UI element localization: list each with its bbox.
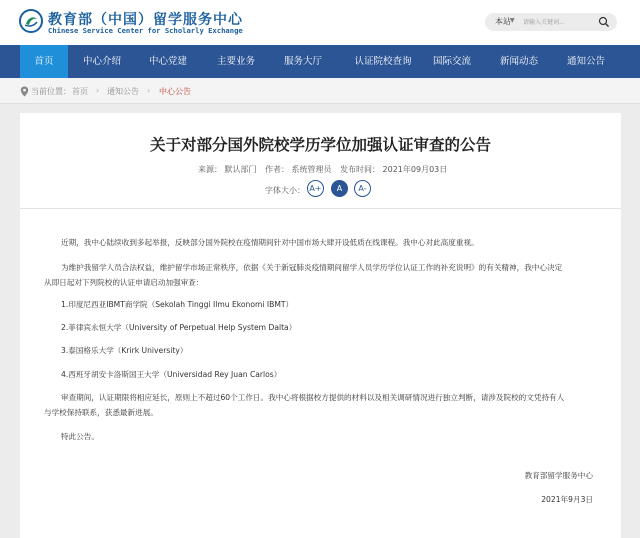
breadcrumb-current[interactable]: 中心公告 [159,87,191,96]
nav-item-news[interactable]: 新闻动态 [499,56,538,67]
font-default-button[interactable]: A [331,180,348,197]
breadcrumb-separator: › [96,86,100,95]
article-sign-date: 2021年9月3日 [541,495,593,504]
article-source: 来源： 默认部门 [198,165,257,174]
article-paragraph: 审查期间，认证期限将相应延长，原则上不超过60个工作日。我中心将根据校方提供的材料以及相关调研情况进行独立判断，请涉及院校的文凭持有人 [61,393,565,402]
article-paragraph: 与学校保持联系，获悉最新进展。 [44,408,158,417]
article-publish-date: 发布时间： 2021年09月03日 [340,165,448,174]
font-size-label: 字体大小： [265,186,305,195]
nav-item-international[interactable]: 国际交流 [432,56,471,67]
location-pin-icon [20,86,29,97]
school-list-item: 1.印度尼西亚IBMT商学院（Sekolah Tinggi Ilmu Ekonomi IBMT） [61,300,294,309]
nav-item-service-hall[interactable]: 服务大厅 [283,56,322,67]
breadcrumb-notices-link[interactable]: 通知公告 [107,87,139,96]
logo-chinese-name[interactable]: 教育部（中国）留学服务中心 [48,12,243,28]
font-decrease-button[interactable]: A- [354,180,371,197]
nav-item-notices[interactable]: 通知公告 [566,56,605,67]
search-box [485,13,617,31]
main-nav [0,45,640,78]
article-paragraph: 从即日起对下列院校的认证申请启动加强审查： [44,278,204,287]
nav-item-party[interactable]: 中心党建 [148,56,187,67]
search-input[interactable] [523,15,593,29]
nav-item-business[interactable]: 主要业务 [216,56,255,67]
breadcrumb-prefix: 当前位置： [31,87,71,96]
school-list-item: 2.菲律宾永恒大学（University of Perpetual Help System Dalta） [61,323,297,332]
article-paragraph: 近期，我中心陆续收到多起举报，反映部分国外院校在疫情期间针对中国市场大肆开设低质在线课程。我中心对此高度重视。 [61,238,479,247]
nav-item-about[interactable]: 中心介绍 [82,56,121,67]
school-list-item: 4.西班牙胡安卡洛斯国王大学（Universidad Rey Juan Carlos） [61,370,282,379]
page-title: 关于对部分国外院校学历学位加强认证审查的公告 [149,136,491,154]
search-icon[interactable] [598,16,610,28]
site-header [0,0,640,45]
article-paragraph: 为维护我留学人员合法权益，维护留学市场正常秩序，依据《关于新冠肺炎疫情期间留学人员学历学位认证工作的补充说明》的有关精神，我中心决定 [61,263,563,272]
chevron-down-icon[interactable]: ▼ [510,17,515,24]
article-panel [20,113,621,538]
school-list-item: 3.泰国格乐大学（Krirk University） [61,346,188,355]
article-paragraph: 特此公告。 [61,432,99,441]
font-increase-button[interactable]: A+ [307,180,324,197]
logo-english-name[interactable]: Chinese Service Center for Scholarly Exchange [48,26,243,35]
breadcrumb-home-link[interactable]: 首页 [72,87,88,96]
nav-item-home[interactable]: 首页 [20,45,68,78]
article-signature: 教育部留学服务中心 [524,471,593,480]
logo-emblem-icon[interactable] [19,9,43,33]
breadcrumb [0,78,640,104]
search-scope-select[interactable]: 本站 [495,17,511,26]
title-divider [20,208,621,209]
breadcrumb-separator: › [147,86,151,95]
nav-item-school-query[interactable]: 认证院校查询 [354,56,412,67]
article-author: 作者： 系统管理员 [265,165,332,174]
